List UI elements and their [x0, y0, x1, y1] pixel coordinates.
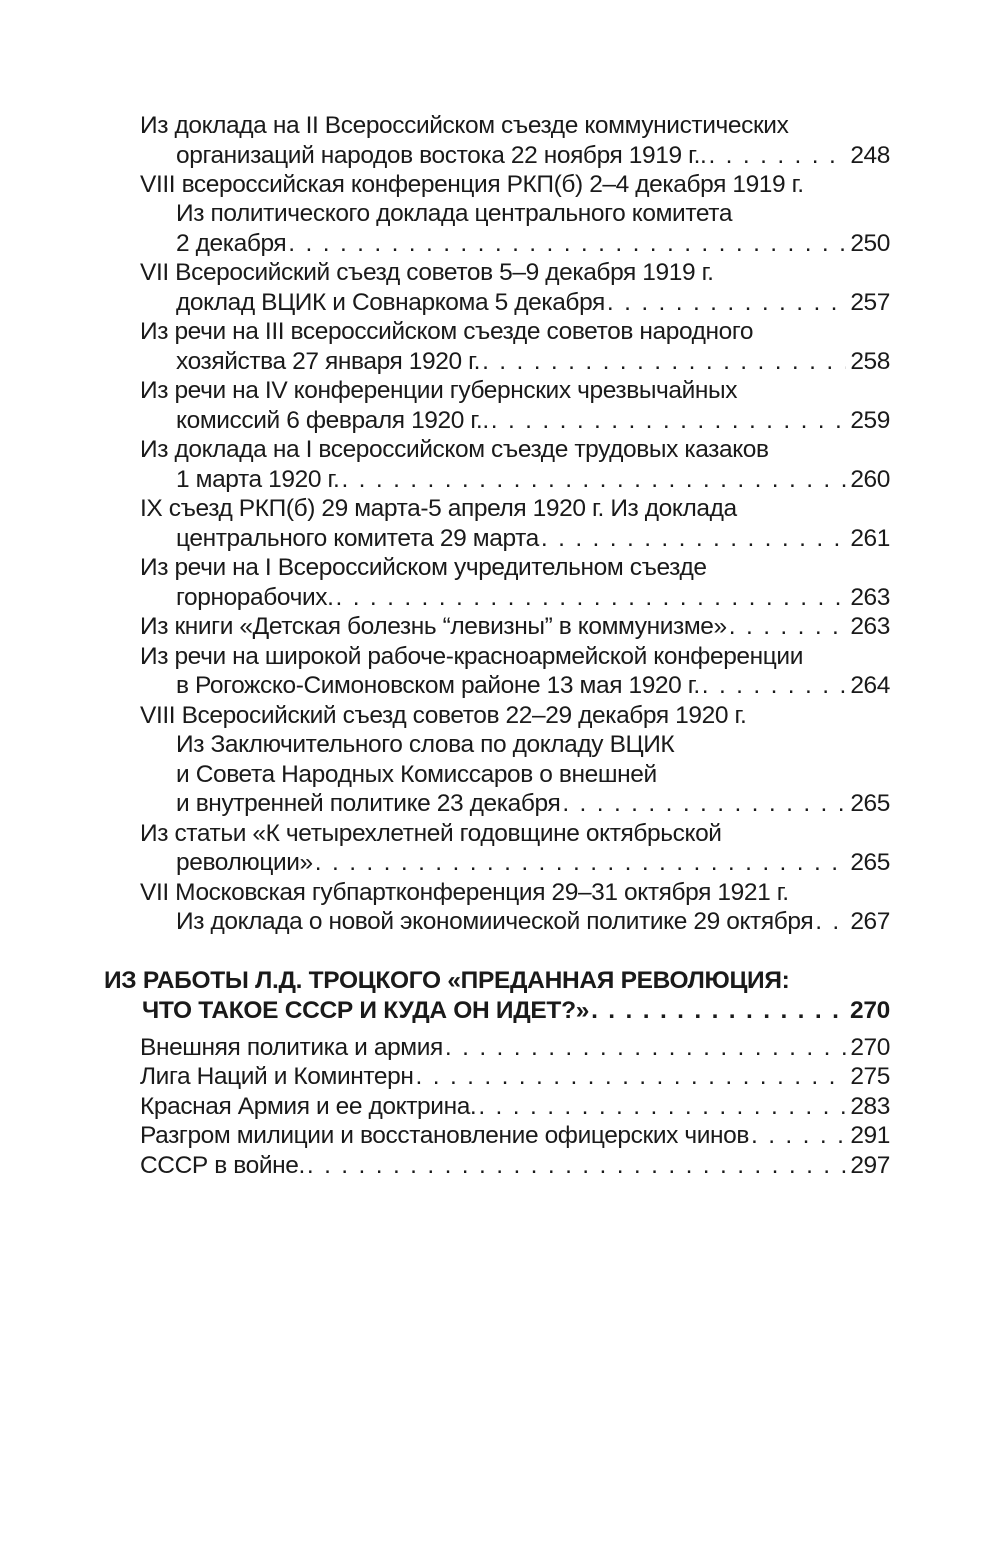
toc-entry-line: Из доклада о новой экономиической политике 29 октября . . . 267	[176, 907, 890, 937]
toc-entry-line: Из книги «Детская болезнь “левизны” в коммунизме» . . . 263	[140, 612, 890, 642]
page-number: 250	[850, 230, 890, 257]
page-number: 263	[850, 613, 890, 640]
toc-subentry: Разгром милиции и восстановление офицерских чинов . . . 291	[140, 1121, 890, 1151]
toc-entry-line: горнорабочих. . . . 263	[176, 583, 890, 613]
page-number: 261	[850, 525, 890, 552]
toc-entry-line: 1 марта 1920 г. . . . 260	[176, 465, 890, 495]
page-number: 263	[850, 584, 890, 611]
toc-entry-line: VIII всероссийская конференция РКП(б) 2–4 декабря 1919 г.	[140, 171, 804, 198]
page-number: 248	[850, 142, 890, 169]
dot-leader	[482, 347, 846, 377]
dot-leader	[335, 583, 846, 613]
toc-entry-line: и Совета Народных Комиссаров о внешней	[176, 761, 657, 788]
page-number: 258	[850, 348, 890, 375]
dot-leader	[751, 1121, 846, 1151]
dot-leader	[607, 288, 846, 318]
page-number: 270	[850, 1034, 890, 1061]
toc-entry-line: VIII Всеросийский съезд советов 22–29 декабря 1920 г.	[140, 702, 747, 729]
dot-leader	[416, 1062, 847, 1092]
toc-entry-line: и внутренней политике 23 декабря . . . 265	[176, 789, 890, 819]
toc-entry-line: Из статьи «К четырехлетней годовщине октябрьской	[140, 820, 722, 847]
toc-entry-line: VII Всеросийский съезд советов 5–9 декабря 1919 г.	[140, 259, 714, 286]
section-heading: ИЗ РАБОТЫ Л.Д. ТРОЦКОГО «ПРЕДАННАЯ РЕВОЛЮЦИЯ:	[104, 967, 790, 994]
dot-leader	[341, 465, 846, 495]
dot-leader	[478, 1092, 846, 1122]
page-number: 291	[850, 1122, 890, 1149]
page-number: 265	[850, 849, 890, 876]
page-number: 270	[850, 997, 890, 1024]
toc-entry-line: Из доклада на II Всероссийском съезде коммунистических	[140, 112, 789, 139]
page-number: 264	[850, 672, 890, 699]
toc-entry-line: Из речи на III всероссийском съезде советов народного	[140, 318, 754, 345]
toc-entry-line: комиссий 6 февраля 1920 г.. . . . 259	[176, 406, 890, 436]
dot-leader	[491, 406, 847, 436]
dot-leader	[729, 612, 847, 642]
dot-leader	[315, 848, 847, 878]
section-heading: ЧТО ТАКОЕ СССР И КУДА ОН ИДЕТ?» . . . 270	[142, 996, 890, 1026]
toc-entry-line: организаций народов востока 22 ноября 1919 г.. . . . 248	[176, 141, 890, 171]
toc-entry-line: Из политического доклада центрального комитета	[176, 200, 733, 227]
toc-entry-line: доклад ВЦИК и Совнаркома 5 декабря . . . 257	[176, 288, 890, 318]
toc-entry-line: хозяйства 27 января 1920 г. . . . 258	[176, 347, 890, 377]
toc-entry-line: в Рогожско-Симоновском районе 13 мая 1920 г. . . . 264	[176, 671, 890, 701]
dot-leader	[815, 907, 846, 937]
dot-leader	[307, 1151, 846, 1181]
toc-entry-line: VII Московская губпартконференция 29–31 октября 1921 г.	[140, 879, 789, 906]
dot-leader	[445, 1033, 846, 1063]
toc-subentry: Внешняя политика и армия . . . 270	[140, 1033, 890, 1063]
dot-leader	[288, 229, 846, 259]
page-number: 260	[850, 466, 890, 493]
toc-entry-line: 2 декабря . . . 250	[176, 229, 890, 259]
dot-leader	[702, 671, 847, 701]
toc-entry-line: революции» . . . 265	[176, 848, 890, 878]
toc-subentry: Лига Наций и Коминтерн . . . 275	[140, 1062, 890, 1092]
page-number: 275	[850, 1063, 890, 1090]
page-number: 265	[850, 790, 890, 817]
page-number: 283	[850, 1093, 890, 1120]
dot-leader	[708, 141, 846, 171]
toc-subentry: Красная Армия и ее доктрина. . . . 283	[140, 1092, 890, 1122]
dot-leader	[591, 996, 846, 1026]
toc-entry-line: Из Заключительного слова по докладу ВЦИК	[176, 731, 675, 758]
toc-entry-line: Из речи на широкой рабоче-красноармейской конференции	[140, 643, 803, 670]
page-number: 257	[850, 289, 890, 316]
page-number: 259	[850, 407, 890, 434]
toc-entry-line: Из речи на I Всероссийском учредительном съезде	[140, 554, 707, 581]
page-number: 297	[850, 1152, 890, 1179]
toc-entry-line: IX съезд РКП(б) 29 марта-5 апреля 1920 г. Из доклада	[140, 495, 737, 522]
toc-entry-line: Из доклада на I всероссийском съезде трудовых казаков	[140, 436, 769, 463]
toc-entry-line: Из речи на IV конференции губернских чрезвычайных	[140, 377, 738, 404]
toc-subentry: СССР в войне. . . . 297	[140, 1151, 890, 1181]
dot-leader	[562, 789, 846, 819]
page-number: 267	[850, 908, 890, 935]
toc-entry-line: центрального комитета 29 марта . . . 261	[176, 524, 890, 554]
dot-leader	[541, 524, 846, 554]
